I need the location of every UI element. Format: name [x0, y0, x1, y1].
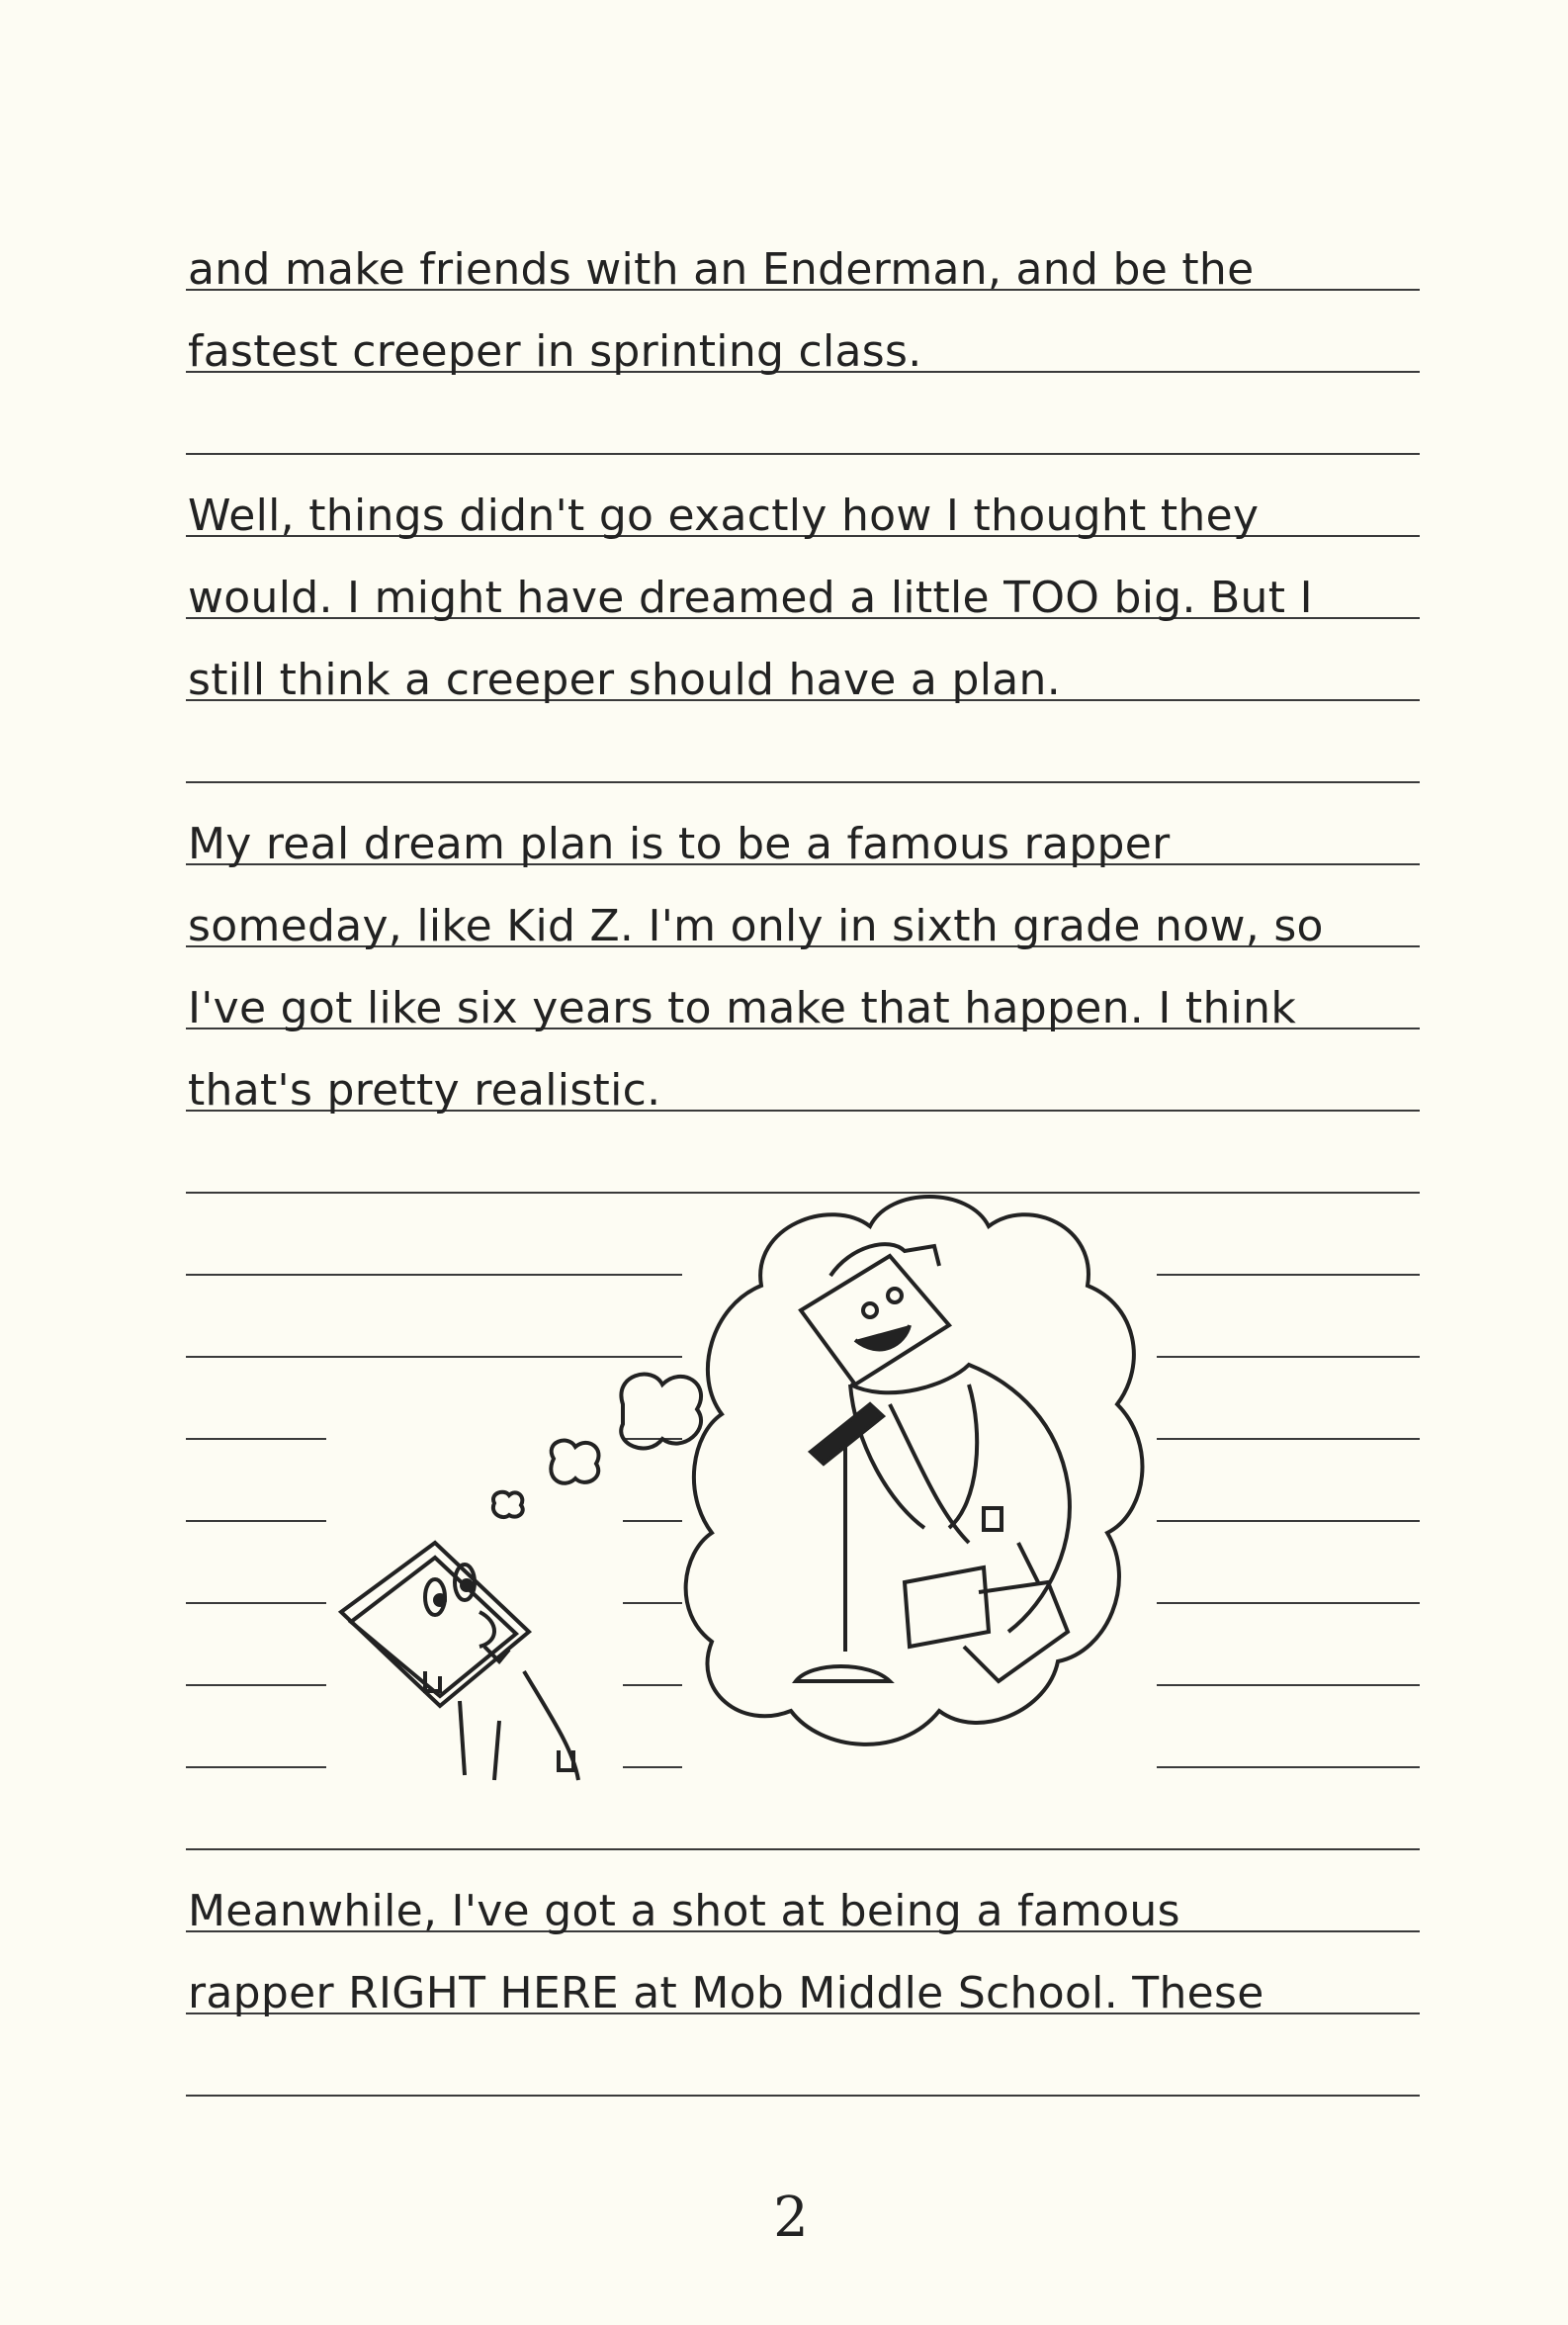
- text-line: that's pretty realistic.: [188, 1065, 661, 1116]
- text-line: Well, things didn't go exactly how I thought they: [188, 491, 1260, 541]
- page-number: 2: [773, 2186, 809, 2250]
- text-line: and make friends with an Enderman, and be the: [188, 244, 1255, 295]
- text-line: fastest creeper in sprinting class.: [188, 326, 922, 377]
- text-line: would. I might have dreamed a little TOO big. But I: [188, 573, 1313, 623]
- text-line: Meanwhile, I've got a shot at being a famous: [188, 1886, 1180, 1936]
- text-line: I've got like six years to make that happen. I think: [188, 983, 1297, 1033]
- text-line: someday, like Kid Z. I'm only in sixth grade now, so: [188, 901, 1324, 951]
- text-line: still think a creeper should have a plan.: [188, 655, 1061, 705]
- text-line: My real dream plan is to be a famous rapper: [188, 819, 1171, 869]
- text-line: rapper RIGHT HERE at Mob Middle School. These: [188, 1968, 1264, 2018]
